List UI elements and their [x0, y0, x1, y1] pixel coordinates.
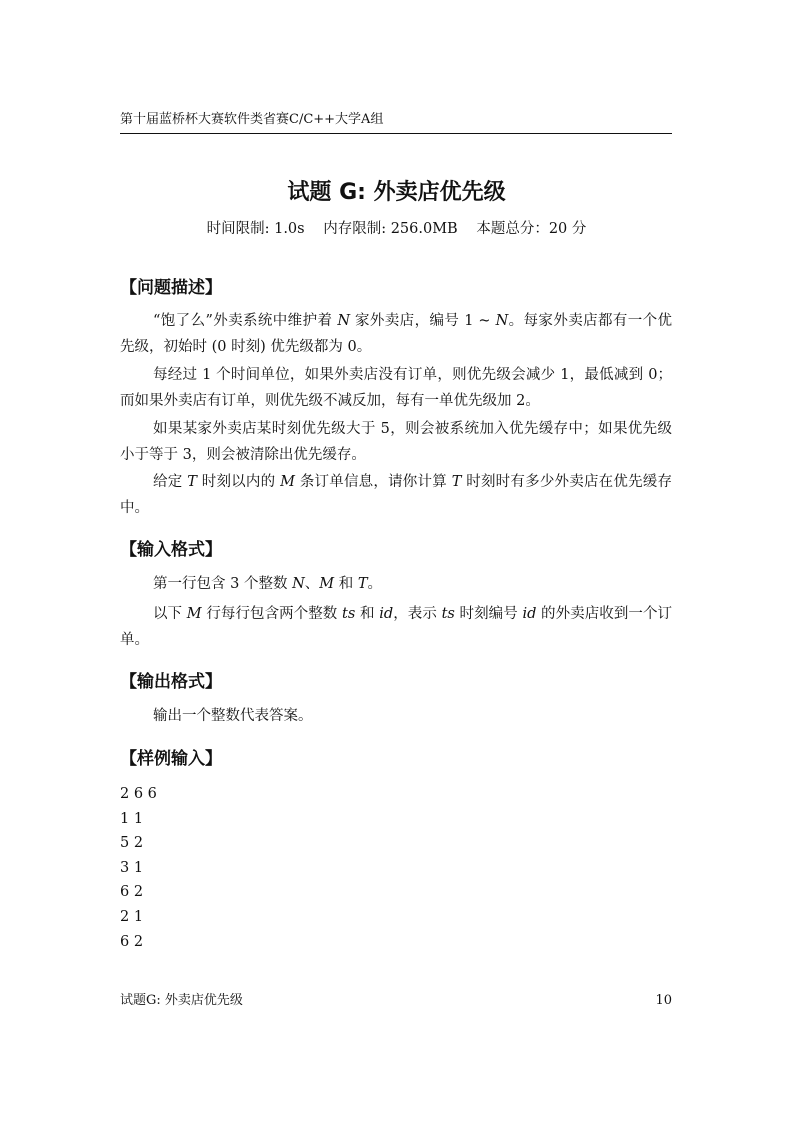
sample-line: 6 2	[120, 933, 144, 950]
description-paragraph-2: 每经过 1 个时间单位，如果外卖店没有订单，则优先级会减少 1，最低减到 0；而如果外卖店有订单，则优先级不减反加，每有一单优先级加 2。	[120, 367, 672, 409]
total-score: 本题总分：20 分	[476, 221, 587, 237]
description-paragraph-1: “饱了么”外卖系统中维护着 N 家外卖店，编号 1 ~ N。每家外卖店都有一个优先级，初始时 (0 时刻) 优先级都为 0。	[120, 313, 673, 355]
time-limit: 时间限制: 1.0s	[206, 221, 305, 237]
footer-title: 试题G: 外卖店优先级	[120, 993, 243, 1008]
page-footer	[120, 992, 672, 1010]
memory-limit: 内存限制: 256.0MB	[323, 221, 458, 237]
problem-title: 试题 G: 外卖店优先级	[287, 180, 506, 205]
sample-line: 1 1	[120, 810, 144, 827]
section-heading-input: 【输入格式】	[120, 540, 222, 560]
sample-line: 5 2	[120, 835, 144, 852]
section-heading-description: 【问题描述】	[120, 278, 222, 298]
section-heading-sample-input: 【样例输入】	[120, 749, 222, 769]
section-heading-output: 【输出格式】	[120, 672, 222, 692]
output-paragraph-1: 输出一个整数代表答案。	[153, 708, 313, 724]
sample-line: 2 6 6	[120, 786, 157, 802]
sample-input-block	[120, 782, 157, 954]
limits-line	[0, 218, 793, 240]
input-paragraph-2: 以下 M 行每行包含两个整数 ts 和 id，表示 ts 时刻编号 id 的外卖店收到一个订单。	[120, 606, 673, 648]
description-paragraph-4: 给定 T 时刻以内的 M 条订单信息，请你计算 T 时刻时有多少外卖店在优先缓存中。	[120, 474, 673, 516]
running-header: 第十届蓝桥杯大赛软件类省赛C/C++大学A组	[120, 112, 672, 134]
sample-line: 2 1	[120, 908, 144, 925]
input-paragraph-1: 第一行包含 3 个整数 N、M 和 T。	[153, 576, 382, 592]
sample-line: 3 1	[120, 859, 144, 876]
sample-line: 6 2	[120, 884, 144, 901]
page-number: 10	[655, 993, 672, 1008]
description-paragraph-3: 如果某家外卖店某时刻优先级大于 5，则会被系统加入优先缓存中；如果优先级小于等于 3，则会被清除出优先缓存。	[120, 421, 672, 463]
